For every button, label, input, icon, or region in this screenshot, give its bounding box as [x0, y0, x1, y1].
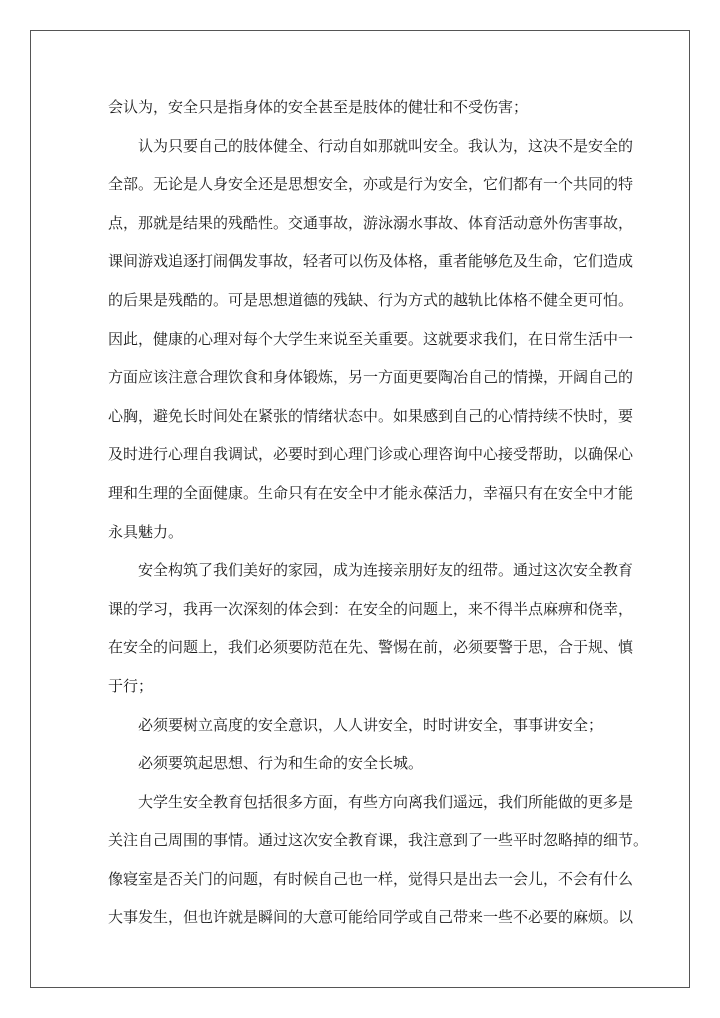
text-line: 关注自己周围的事情。通过这次安全教育课，我注意到了一些平时忽略掉的细节。	[108, 831, 649, 850]
text-line: 点，那就是结果的残酷性。交通事故，游泳溺水事故、体育活动意外伤害事故，	[108, 213, 634, 232]
text-line: 理和生理的全面健康。生命只有在安全中才能永葆活力，幸福只有在安全中才能	[108, 483, 634, 502]
text-line: 在安全的问题上，我们必须要防范在先、警惕在前，必须要警于思，合于规、慎	[108, 638, 634, 657]
text-line: 永具魅力。	[108, 522, 184, 541]
text-line: 像寝室是否关门的问题，有时候自己也一样，觉得只是出去一会儿，不会有什么	[108, 869, 634, 888]
text-line: 课间游戏追逐打闹偶发事故，轻者可以伤及体格，重者能够危及生命，它们造成	[108, 252, 634, 271]
text-line: 及时进行心理自我调试，必要时到心理门诊或心理咨询中心接受帮助，以确保心	[108, 445, 634, 464]
paragraph-start-line: 认为只要自己的肢体健全、行动自如那就叫安全。我认为，这决不是安全的	[138, 136, 634, 155]
text-line: 课的学习，我再一次深刻的体会到：在安全的问题上，来不得半点麻痹和侥幸，	[108, 599, 634, 618]
text-line: 全部。无论是人身安全还是思想安全，亦或是行为安全，它们都有一个共同的特	[108, 175, 634, 194]
paragraph-start-line: 必须要筑起思想、行为和生命的安全长城。	[138, 754, 424, 773]
text-line: 大事发生，但也许就是瞬间的大意可能给同学或自己带来一些不必要的麻烦。以	[108, 908, 634, 927]
text-line: 的后果是残酷的。可是思想道德的残缺、行为方式的越轨比体格不健全更可怕。	[108, 290, 634, 309]
text-line: 于行；	[108, 676, 154, 695]
paragraph-start-line: 安全构筑了我们美好的家园，成为连接亲朋好友的纽带。通过这次安全教育	[138, 561, 634, 580]
document-body	[108, 92, 649, 941]
text-line: 会认为，安全只是指身体的安全甚至是肢体的健壮和不受伤害；	[108, 98, 529, 116]
paragraph-start-line: 必须要树立高度的安全意识，人人讲安全，时时讲安全，事事讲安全；	[138, 715, 604, 734]
text-line: 心胸，避免长时间处在紧张的情绪状态中。如果感到自己的心情持续不快时，要	[108, 406, 634, 425]
text-line: 方面应该注意合理饮食和身体锻炼，另一方面更要陶冶自己的情操，开阔自己的	[108, 368, 634, 387]
text-line: 因此，健康的心理对每个大学生来说至关重要。这就要求我们，在日常生活中一	[108, 329, 634, 348]
paragraph-start-line: 大学生安全教育包括很多方面，有些方向离我们遥远，我们所能做的更多是	[138, 792, 634, 811]
